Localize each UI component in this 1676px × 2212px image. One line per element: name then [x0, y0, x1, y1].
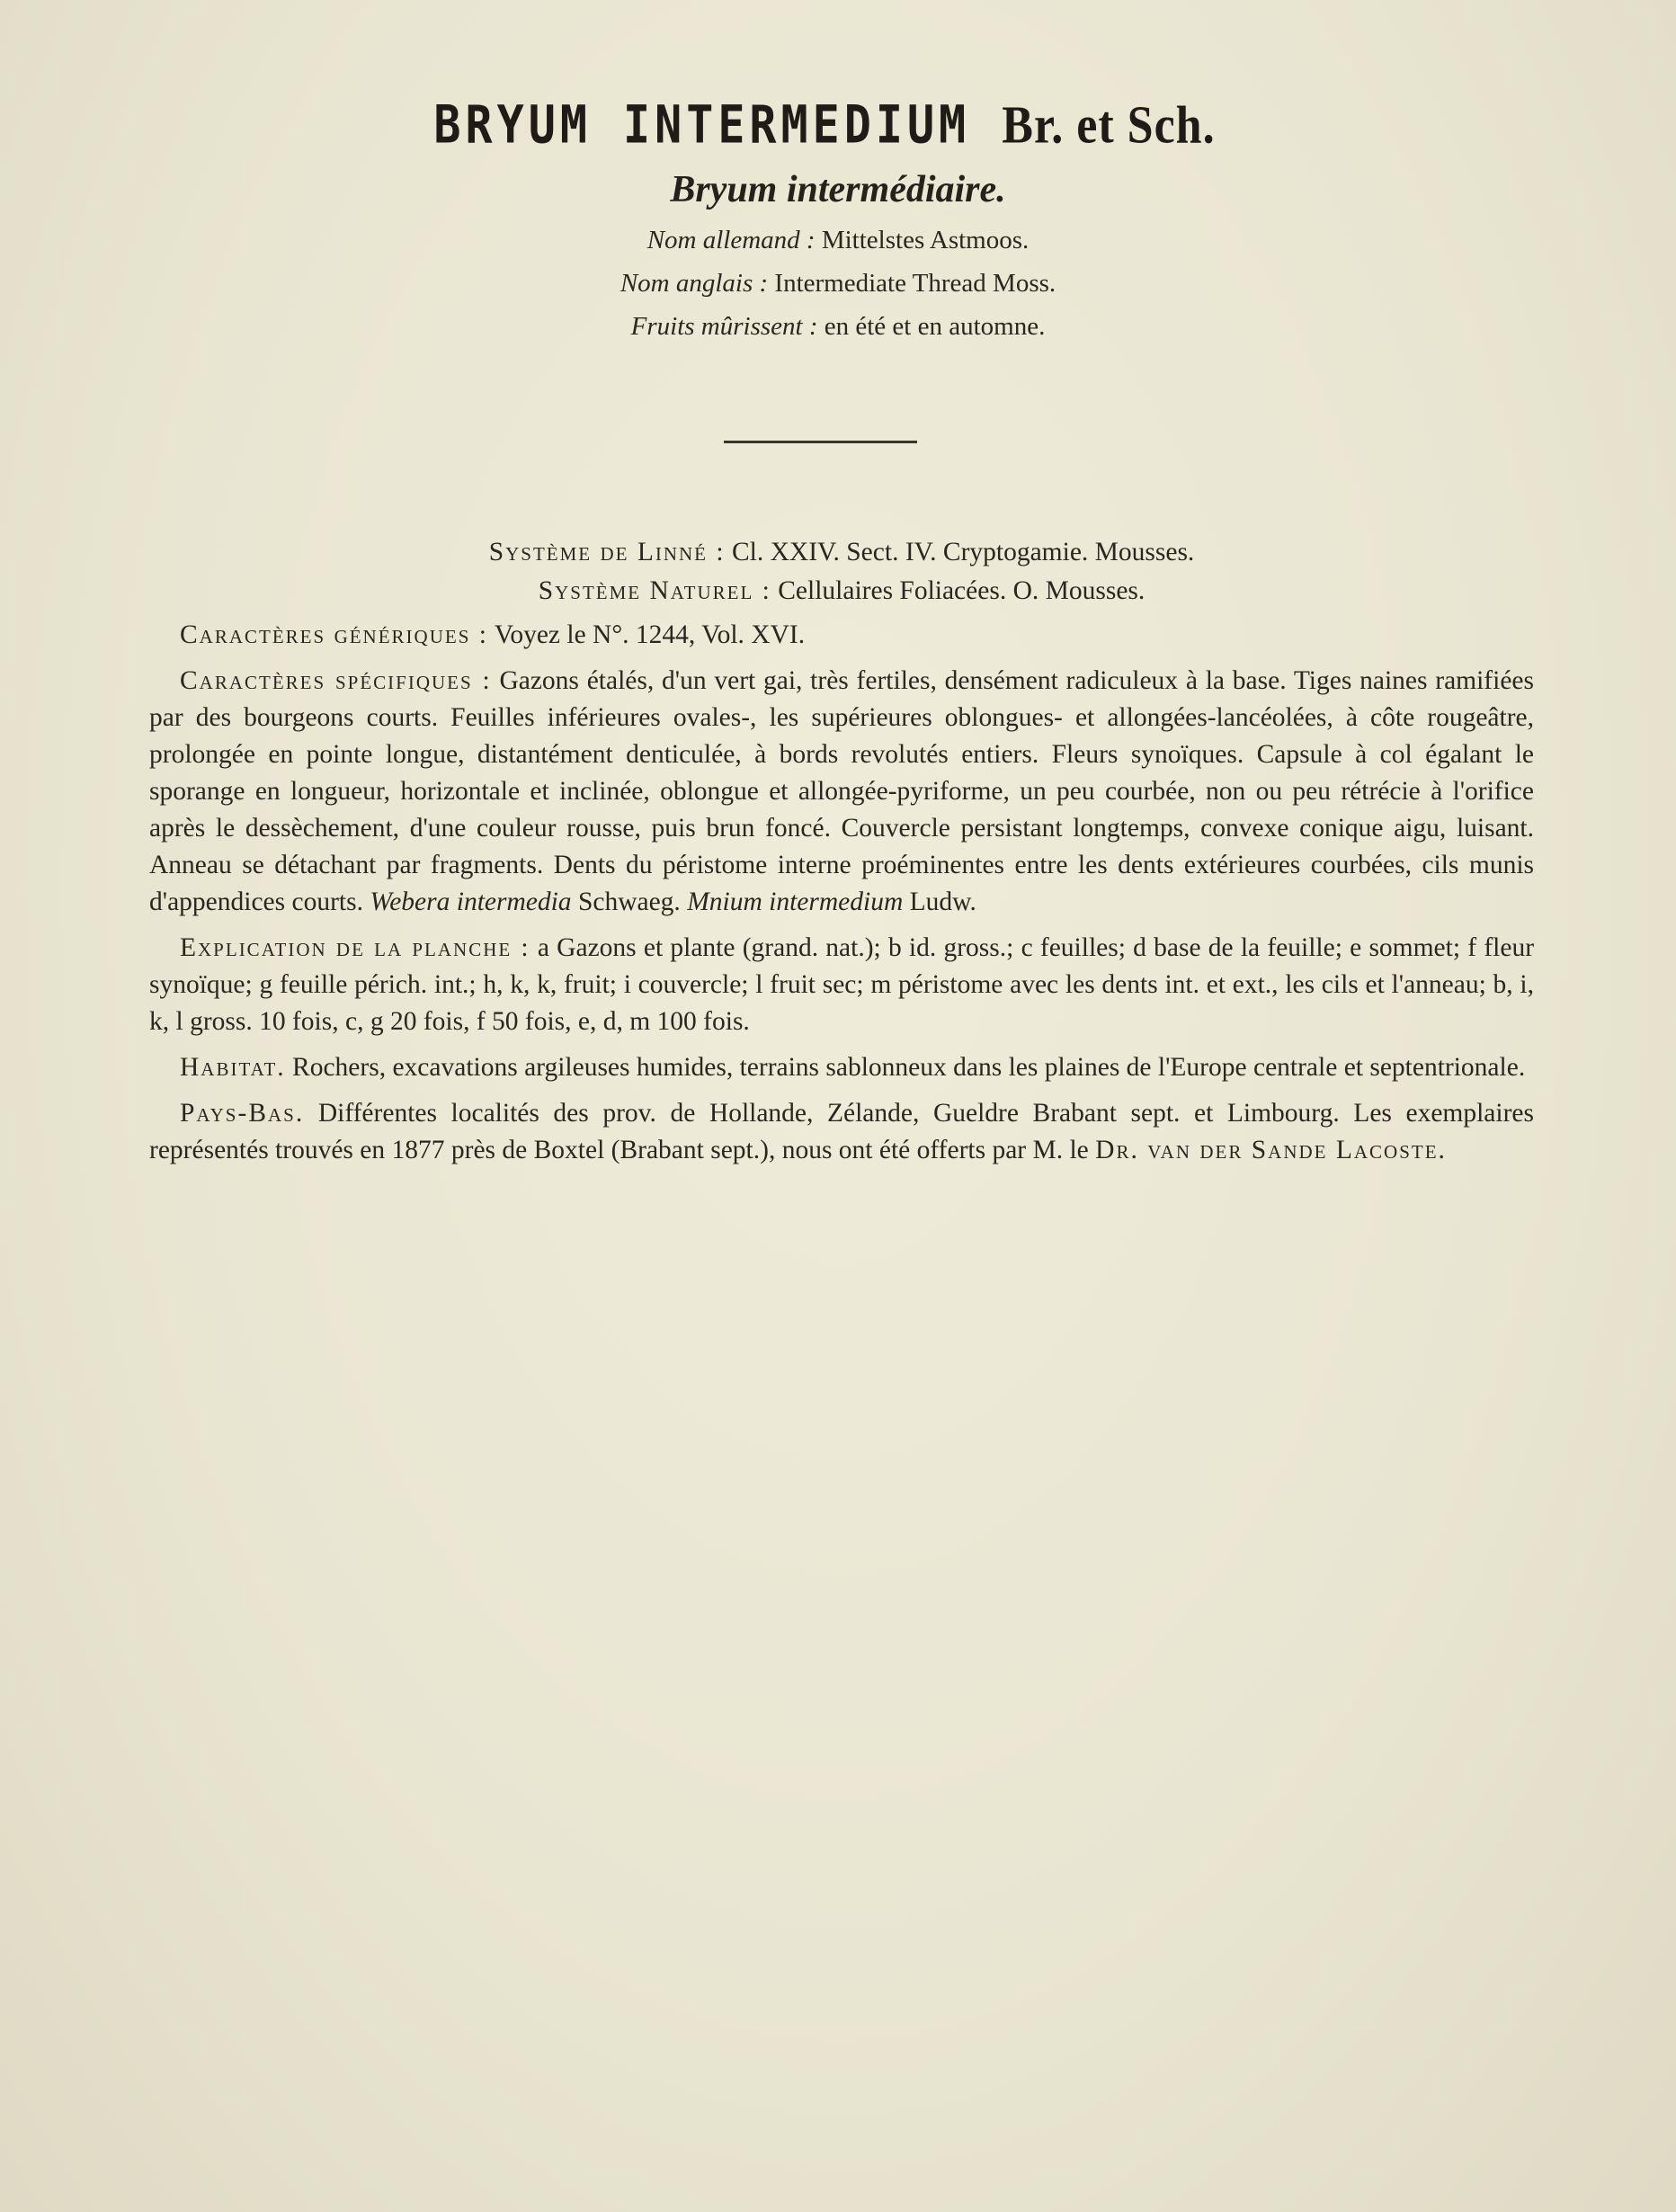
systeme-naturel [149, 573, 1534, 610]
systeme-linne-text: Cl. XXIV. Sect. IV. Cryptogamie. Mousses. [731, 538, 1195, 566]
habitat-label: Habitat. [180, 1053, 286, 1082]
synonym-webera: Webera intermedia [370, 887, 572, 916]
caracteres-specifiques-label: Caractères spécifiques : [180, 666, 492, 695]
systeme-linne [149, 534, 1534, 571]
description-body [149, 534, 1534, 1178]
title-main: BRYUM INTERMEDIUM [433, 94, 971, 156]
synonym-mnium-author: Ludw. [909, 887, 976, 916]
meta-label: Fruits mûrissent : [630, 312, 818, 341]
caracteres-generiques [149, 617, 1534, 654]
page-title [0, 95, 1663, 156]
title-author: Br. et Sch. [1002, 95, 1216, 156]
pays-bas-label: Pays-Bas. [180, 1099, 305, 1128]
caracteres-generiques-text: Voyez le N°. 1244, Vol. XVI. [494, 620, 806, 649]
meta-label: Nom anglais : [620, 269, 769, 298]
meta-block [0, 219, 1676, 348]
meta-value: Intermediate Thread Moss. [774, 269, 1056, 298]
divider-rule [724, 441, 917, 443]
pays-bas-text: Différentes localités des prov. de Hollande, Zélande, Gueldre Brabant sept. et Limbourg. Les exemplaires représentés trouvés en 1877 près de Boxtel (Brabant sept.), nous ont été offerts par M. le [149, 1099, 1534, 1164]
meta-value: Mittelstes Astmoos. [821, 226, 1030, 254]
meta-value: en été et en automne. [824, 312, 1046, 341]
caracteres-generiques-label: Caractères génériques : [180, 620, 488, 649]
habitat [149, 1049, 1534, 1086]
explication-planche-label: Explication de la planche : [180, 933, 530, 962]
pays-bas-name: Dr. van der Sande Lacoste. [1095, 1136, 1447, 1164]
synonym-webera-author: Schwaeg. [577, 887, 681, 916]
meta-line-anglais [0, 262, 1676, 305]
meta-line-allemand [0, 219, 1676, 262]
meta-line-fruits [0, 305, 1676, 348]
systeme-naturel-label: Système Naturel : [538, 576, 771, 605]
explication-planche [149, 930, 1534, 1040]
systeme-linne-label: Système de Linné : [488, 538, 726, 566]
header [0, 94, 1676, 348]
explication-planche-text: a Gazons et plante (grand. nat.); b id. gross.; c feuilles; d base de la feuille; e sommet; f fleur synoïque; g feuille périch. int.; h, k, k, fruit; i couvercle; l fruit sec; m péristome avec les dents int. et ext., les cils et l'anneau; b, i, k, l gross. 10 fois, c, g 20 fois, f 50 fois, e, d, m 100 fois. [149, 933, 1535, 1036]
meta-label: Nom allemand : [646, 226, 816, 254]
pays-bas [149, 1095, 1534, 1169]
synonym-mnium: Mnium intermedium [687, 887, 904, 916]
page-subtitle: Bryum intermédiaire. [670, 169, 1006, 210]
caracteres-specifiques-text: Gazons étalés, d'un vert gai, très fertiles, densément radiculeux à la base. Tiges naines ramifiées par des bourgeons courts. Feuilles inférieures ovales-, les supérieures oblongues- et allongées-lancéolées, à côte rougeâtre, prolongée en pointe longue, distantément denticulée, à bords revolutés entiers. Fleurs synoïques. Capsule à col égalant le sporange en longueur, horizontale et inclinée, oblongue et allongée-pyriforme, un peu courbée, non ou peu rétrécie à l'orifice après le dessèchement, d'une couleur rousse, puis brun foncé. Couvercle persistant longtemps, convexe conique aigu, luisant. Anneau se détachant par fragments. Dents du péristome interne proéminentes entre les dents extérieures courbées, cils munis d'appendices courts. [149, 666, 1534, 916]
habitat-text: Rochers, excavations argileuses humides, terrains sablonneux dans les plaines de l'Europe centrale et septentrionale. [292, 1053, 1526, 1082]
caracteres-specifiques [149, 663, 1534, 921]
systeme-naturel-text: Cellulaires Foliacées. O. Mousses. [778, 576, 1146, 605]
